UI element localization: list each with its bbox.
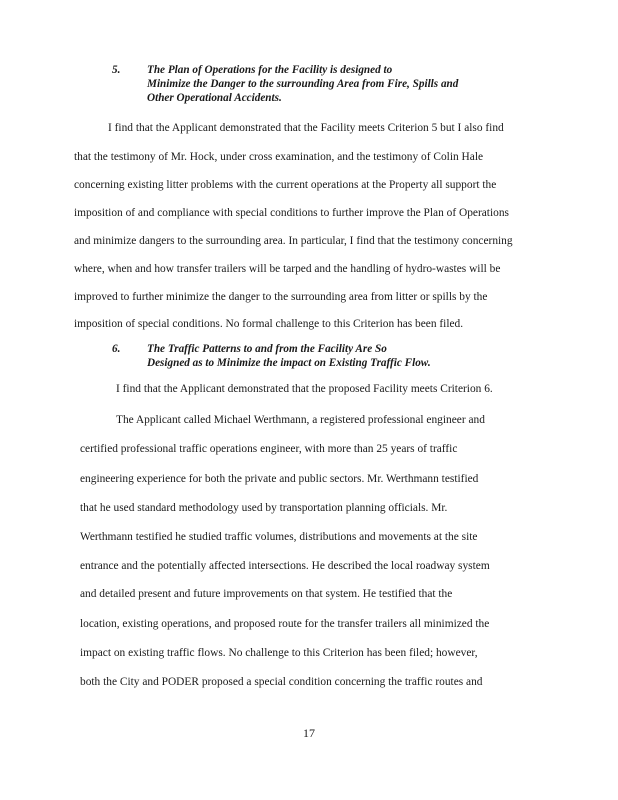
paragraph-line: entrance and the potentially affected intersections. He described the local roadway system (80, 560, 490, 572)
paragraph-line: engineering experience for both the private and public sectors. Mr. Werthmann testified (80, 473, 479, 485)
section-6-title-line: Designed as to Minimize the impact on Existing Traffic Flow. (147, 357, 431, 369)
section-5-number: 5. (112, 64, 121, 76)
section-5-title-line: Minimize the Danger to the surrounding Area from Fire, Spills and (147, 78, 459, 90)
paragraph-line: and detailed present and future improvements on that system. He testified that the (80, 588, 453, 600)
paragraph-line: location, existing operations, and proposed route for the transfer trailers all minimized the (80, 618, 490, 630)
section-5-title-line: Other Operational Accidents. (147, 92, 282, 104)
section-6-heading (112, 342, 431, 370)
paragraph-line: where, when and how transfer trailers will be tarped and the handling of hydro-wastes will be (74, 263, 501, 275)
paragraph-line: and minimize dangers to the surrounding area. In particular, I find that the testimony concerning (74, 235, 513, 247)
paragraph-line: imposition of special conditions. No formal challenge to this Criterion has been filed. (74, 318, 464, 330)
paragraph-line: that the testimony of Mr. Hock, under cross examination, and the testimony of Colin Hale (74, 151, 484, 163)
paragraph-line: Werthmann testified he studied traffic volumes, distributions and movements at the site (80, 531, 478, 543)
paragraph-line: I find that the Applicant demonstrated that the Facility meets Criterion 5 but I also find (108, 122, 504, 134)
paragraph-line: both the City and PODER proposed a special condition concerning the traffic routes and (80, 676, 483, 688)
paragraph-line: certified professional traffic operations engineer, with more than 25 years of traffic (80, 443, 458, 455)
paragraph-line: concerning existing litter problems with the current operations at the Property all support the (74, 179, 497, 191)
paragraph-line: The Applicant called Michael Werthmann, a registered professional engineer and (116, 414, 485, 426)
paragraph-line: imposition of and compliance with special conditions to further improve the Plan of Operations (74, 207, 509, 219)
section-6-number: 6. (112, 343, 121, 355)
paragraph-line: impact on existing traffic flows. No challenge to this Criterion has been filed; however, (80, 647, 478, 659)
paragraph-line: improved to further minimize the danger to the surrounding area from litter or spills by the (74, 291, 488, 303)
section-5-title-line: The Plan of Operations for the Facility is designed to (147, 64, 393, 76)
paragraph-line: that he used standard methodology used by transportation planning officials. Mr. (80, 502, 448, 514)
paragraph-line: I find that the Applicant demonstrated that the proposed Facility meets Criterion 6. (116, 383, 493, 395)
section-6-title-line: The Traffic Patterns to and from the Facility Are So (147, 343, 387, 355)
section-5-heading (112, 63, 458, 105)
page-number: 17 (303, 726, 315, 740)
